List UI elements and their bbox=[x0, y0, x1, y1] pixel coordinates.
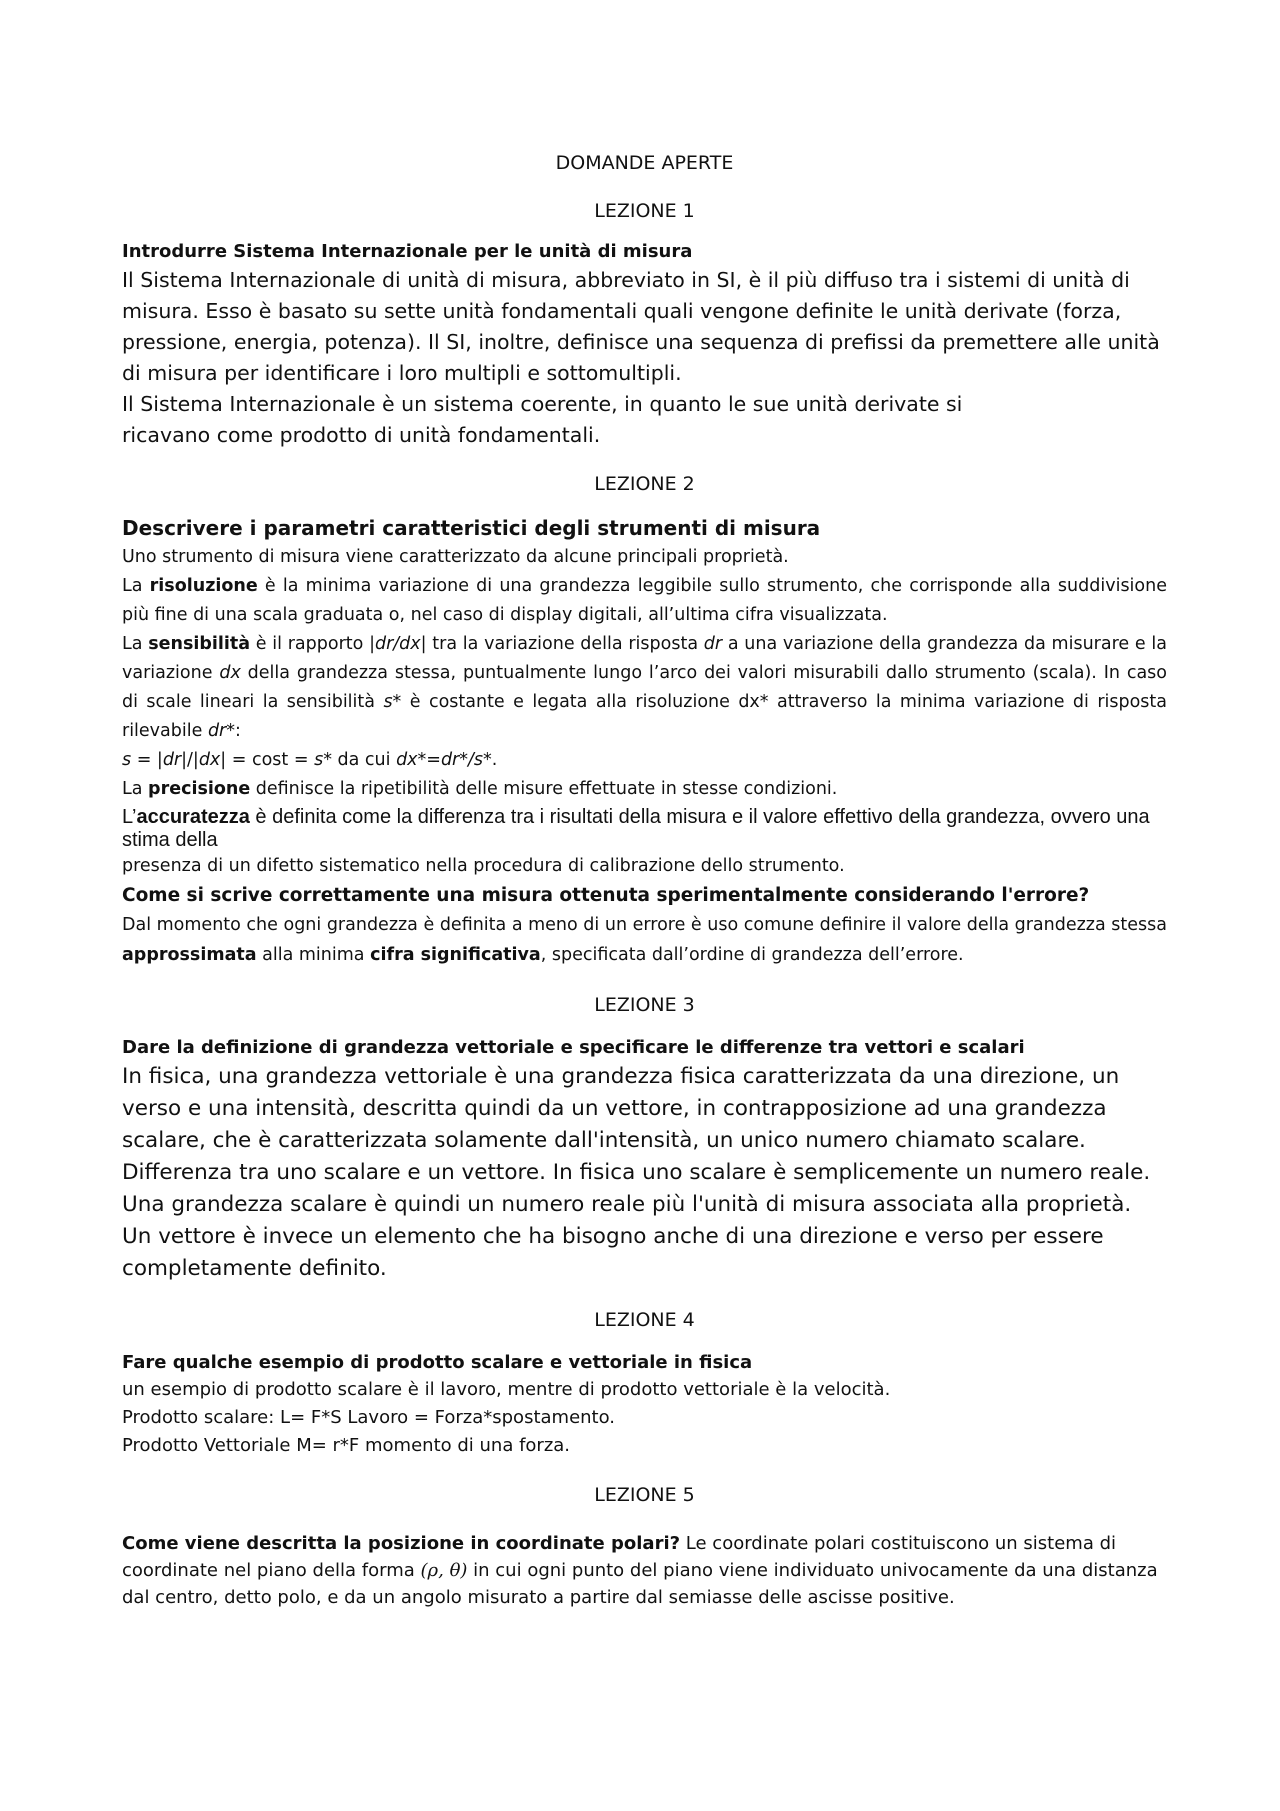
lesson-3-paragraph: In fisica, una grandezza vettoriale è una grandezza fisica caratterizzata da una direzione, un verso e una intensità, descritta quindi da un vettore, in contrapposizione ad una grandezza scalare, che è caratterizzata solamente dall'intensità, un unico numero chiamato scalare. Differenza tra uno scalare e un vettore. In fisica uno scalare è semplicemente un numero reale. Una grandezza scalare è quindi un numero reale più l'unità di misura associata alla proprietà. Un vettore è invece un elemento che ha bisogno anche di una direzione e verso per essere completamente definito. bbox=[122, 1064, 1151, 1281]
lesson-2-question: Descrivere i parametri caratteristici degli strumenti di misura bbox=[122, 516, 821, 540]
sensitivity-formula: s = |dr|/|dx| = cost = s* da cui dx*=dr*/s*. bbox=[122, 750, 498, 770]
lesson-4-line-2: Prodotto scalare: L= F*S Lavoro = Forza*spostamento. bbox=[122, 1407, 616, 1428]
resolution-term: risoluzione bbox=[149, 576, 258, 596]
lesson-2-heading: LEZIONE 2 bbox=[594, 473, 695, 495]
lesson-1-paragraph-2b: ricavano come prodotto di unità fondamentali. bbox=[122, 423, 601, 447]
lesson-1-paragraph-1: Il Sistema Internazionale di unità di misura, abbreviato in SI, è il più diffuso tra i sistemi di unità di misura. Esso è basato su sette unità fondamentali quali vengone definite le unità derivate (forza, pressione, energia, potenza). Il SI, inoltre, definisce una sequenza di prefissi da premettere alle unità di misura per identificare i loro multipli e sottomultipli. bbox=[122, 268, 1160, 385]
lesson-1-paragraph-2a: Il Sistema Internazionale è un sistema coerente, in quanto le sue unità derivate si bbox=[122, 392, 963, 416]
lesson-3-question: Dare la definizione di grandezza vettoriale e specificare le differenze tra vettori e scalari bbox=[122, 1037, 1025, 1058]
sensitivity-term: sensibilità bbox=[148, 634, 251, 654]
lesson-4-line-1: un esempio di prodotto scalare è il lavoro, mentre di prodotto vettoriale è la velocità. bbox=[122, 1379, 891, 1400]
accuracy-paragraph-continued: presenza di un difetto sistematico nella procedura di calibrazione dello strumento. bbox=[122, 856, 845, 876]
lesson-4-question: Fare qualche esempio di prodotto scalare e vettoriale in fisica bbox=[122, 1352, 753, 1373]
lesson-4-heading: LEZIONE 4 bbox=[594, 1309, 695, 1331]
accuracy-term: accuratezza bbox=[136, 806, 250, 828]
lesson-2-answer-2: Dal momento che ogni grandezza è definita a meno di un errore è uso comune definire il valore della grandezza stessa approssimata alla minima cifra significativa, specificata dall’ordine di grandezza dell’errore. bbox=[122, 915, 1167, 965]
lesson-1-question: Introdurre Sistema Internazionale per le unità di misura bbox=[122, 241, 693, 262]
lesson-4-line-3: Prodotto Vettoriale M= r*F momento di una forza. bbox=[122, 1435, 571, 1456]
lesson-2-question-2: Come si scrive correttamente una misura ottenuta sperimentalmente considerando l'errore? bbox=[122, 885, 1090, 906]
resolution-paragraph: La risoluzione è la minima variazione di una grandezza leggibile sullo strumento, che corrisponde alla suddivisione più fine di una scala graduata o, nel caso di display digitali, all’ultima cifra visualizzata. bbox=[122, 576, 1167, 625]
lesson-2-intro: Uno strumento di misura viene caratterizzato da alcune principali proprietà. bbox=[122, 547, 789, 567]
accuracy-paragraph: L’accuratezza è definita come la differenza tra i risultati della misura e il valore effettivo della grandezza, ovvero una stima della bbox=[122, 806, 1150, 851]
lesson-1-heading: LEZIONE 1 bbox=[594, 200, 695, 222]
lesson-3-heading: LEZIONE 3 bbox=[594, 994, 695, 1016]
precision-paragraph: La precisione definisce la ripetibilità delle misure effettuate in stesse condizioni. bbox=[122, 779, 838, 799]
precision-term: precisione bbox=[148, 779, 251, 799]
polar-coordinates-formula: (ρ, θ) bbox=[420, 1560, 468, 1581]
lesson-5-heading: LEZIONE 5 bbox=[594, 1484, 695, 1506]
lesson-5-paragraph: Come viene descritta la posizione in coordinate polari? Le coordinate polari costituiscono un sistema di coordinate nel piano della forma (ρ, θ) in cui ogni punto del piano viene individuato univocamente da una distanza dal centro, detto polo, e da un angolo misurato a partire dal semiasse delle ascisse positive. bbox=[122, 1533, 1158, 1608]
sensitivity-paragraph: La sensibilità è il rapporto |dr/dx| tra la variazione della risposta dr a una variazione della grandezza da misurare e la variazione dx della grandezza stessa, puntualmente lungo l’arco dei valori misurabili dallo strumento (scala). In caso di scale lineari la sensibilità s* è costante e legata alla risoluzione dx* attraverso la minima variazione di risposta rilevabile dr*: bbox=[122, 634, 1168, 741]
lesson-5-question: Come viene descritta la posizione in coordinate polari? bbox=[122, 1533, 681, 1554]
document-title: DOMANDE APERTE bbox=[555, 152, 734, 174]
document-body bbox=[122, 150, 1167, 1611]
